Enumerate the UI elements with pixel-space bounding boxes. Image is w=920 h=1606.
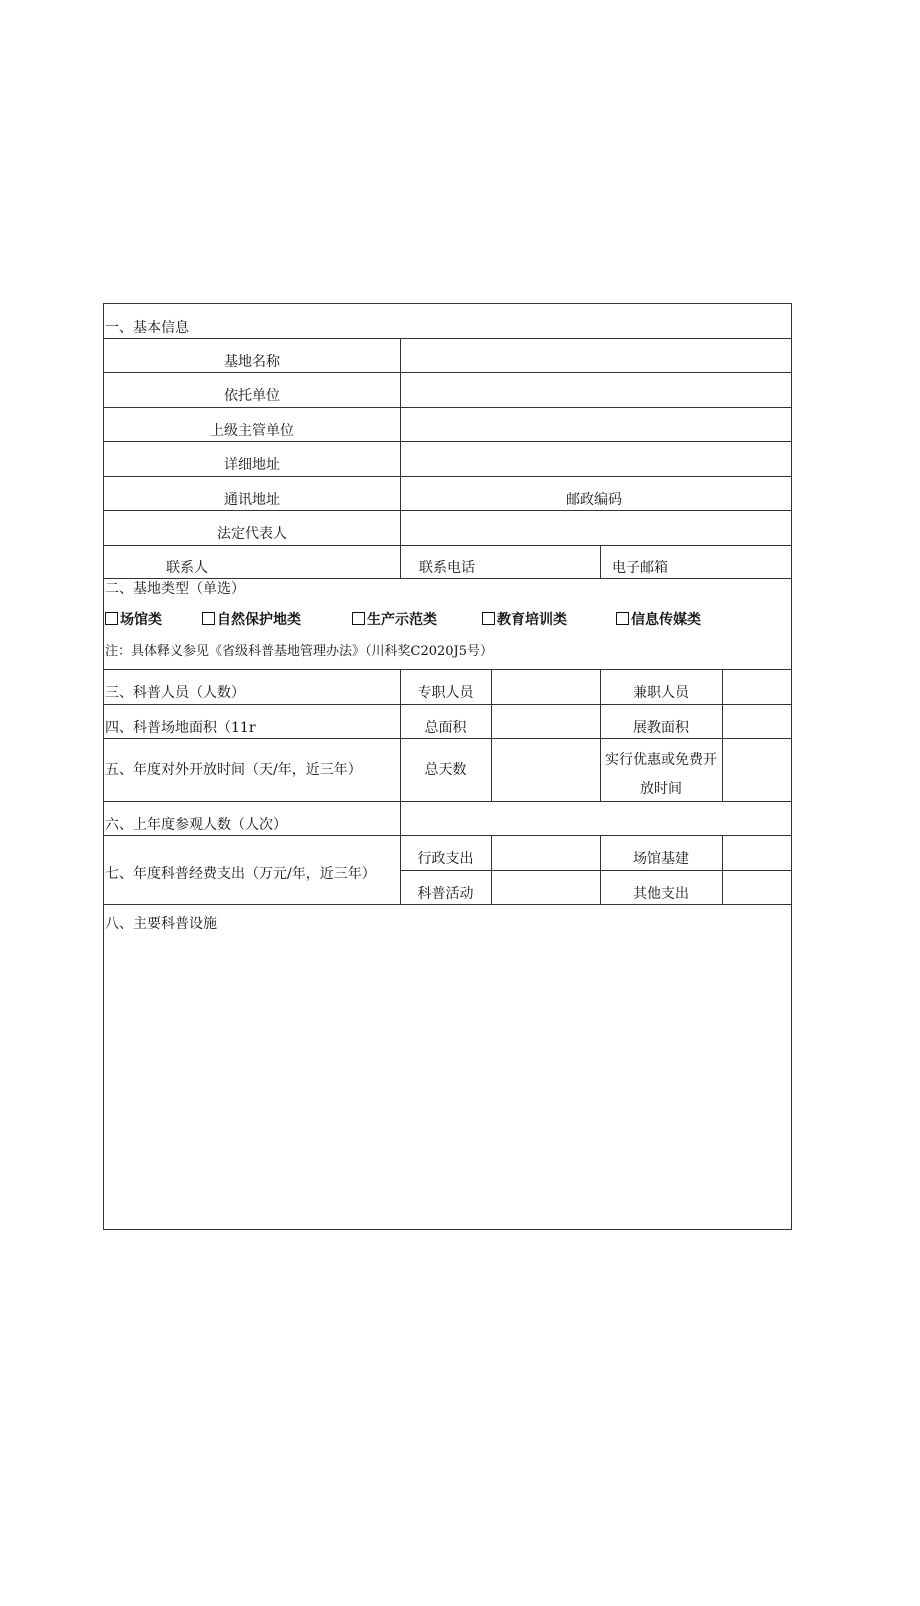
row-divider — [104, 338, 791, 339]
exhibit-area-label: 展教面积 — [633, 720, 689, 736]
checkbox-icon[interactable] — [105, 612, 118, 625]
row-divider — [104, 578, 791, 579]
email-label: 电子邮箱 — [612, 560, 668, 576]
activity-expense-label: 科普活动 — [417, 886, 474, 902]
section1-title: 一、基本信息 — [105, 320, 189, 336]
row-divider — [104, 441, 791, 442]
mail-address-label: 通讯地址 — [224, 492, 280, 508]
admin-expense-label: 行政支出 — [417, 851, 474, 867]
col-divider — [400, 669, 401, 904]
row-divider — [104, 407, 791, 408]
checkbox-icon[interactable] — [352, 612, 365, 625]
base-name-label: 基地名称 — [224, 354, 280, 370]
contact-phone-label: 联系电话 — [419, 560, 475, 576]
postal-code-label: 邮政编码 — [566, 492, 622, 508]
row-divider — [104, 372, 791, 373]
superior-unit-label: 上级主管单位 — [210, 423, 294, 439]
row-divider — [400, 870, 791, 871]
option-education-training[interactable]: 教育培训类 — [482, 612, 567, 628]
row-divider — [104, 545, 791, 546]
host-unit-label: 依托单位 — [224, 388, 280, 404]
option-production-demo[interactable]: 生产示范类 — [352, 612, 437, 628]
total-days-label: 总天数 — [424, 762, 467, 778]
row-divider — [104, 801, 791, 802]
section7-title: 七、年度科普经费支出（万元/年，近三年） — [105, 866, 376, 882]
section6-title: 六、上年度参观人数（人次） — [105, 817, 287, 833]
address-label: 详细地址 — [224, 457, 280, 473]
application-form — [103, 303, 792, 1230]
checkbox-icon[interactable] — [202, 612, 215, 625]
other-expense-label: 其他支出 — [633, 886, 689, 902]
row-divider — [104, 669, 791, 670]
row-divider — [104, 835, 791, 836]
venue-construction-label: 场馆基建 — [633, 851, 689, 867]
col-divider — [491, 835, 492, 904]
option-nature-reserve[interactable]: 自然保护地类 — [202, 612, 301, 628]
superior-unit-field[interactable] — [404, 413, 786, 437]
total-area-label: 总面积 — [424, 720, 467, 736]
row-divider — [104, 510, 791, 511]
col-divider — [722, 835, 723, 904]
row-divider — [104, 904, 791, 905]
option-info-media[interactable]: 信息传媒类 — [616, 612, 701, 628]
parttime-label: 兼职人员 — [633, 685, 689, 701]
option-venue[interactable]: 场馆类 — [105, 612, 162, 628]
discount-label-line1: 实行优惠或免费开 — [605, 752, 717, 768]
col-divider — [491, 669, 492, 801]
base-name-field[interactable] — [404, 344, 786, 368]
legal-rep-field[interactable] — [404, 516, 786, 540]
section8-title: 八、主要科普设施 — [105, 916, 217, 932]
contact-person-label: 联系人 — [166, 560, 208, 576]
section5-title: 五、年度对外开放时间（天/年，近三年） — [105, 762, 362, 778]
row-divider — [104, 476, 791, 477]
col-divider — [722, 669, 723, 801]
row-divider — [104, 704, 791, 705]
row-divider — [104, 738, 791, 739]
section3-title: 三、科普人员（人数） — [105, 685, 245, 701]
legal-rep-label: 法定代表人 — [217, 526, 287, 542]
discount-label-line2: 放时间 — [640, 781, 682, 797]
col-divider — [400, 338, 401, 578]
visitors-field[interactable] — [404, 807, 786, 831]
section2-title: 二、基地类型（单选） — [105, 581, 245, 597]
col-divider — [600, 545, 601, 578]
facilities-textarea[interactable] — [108, 940, 786, 1224]
checkbox-icon[interactable] — [616, 612, 629, 625]
checkbox-icon[interactable] — [482, 612, 495, 625]
type-note: 注：具体释义参见《省级科普基地管理办法》（川科奖C2020J5号） — [105, 644, 494, 659]
address-field[interactable] — [404, 447, 786, 471]
fulltime-label: 专职人员 — [417, 685, 474, 701]
section4-title: 四、科普场地面积（11r — [105, 720, 256, 736]
host-unit-field[interactable] — [404, 378, 786, 402]
